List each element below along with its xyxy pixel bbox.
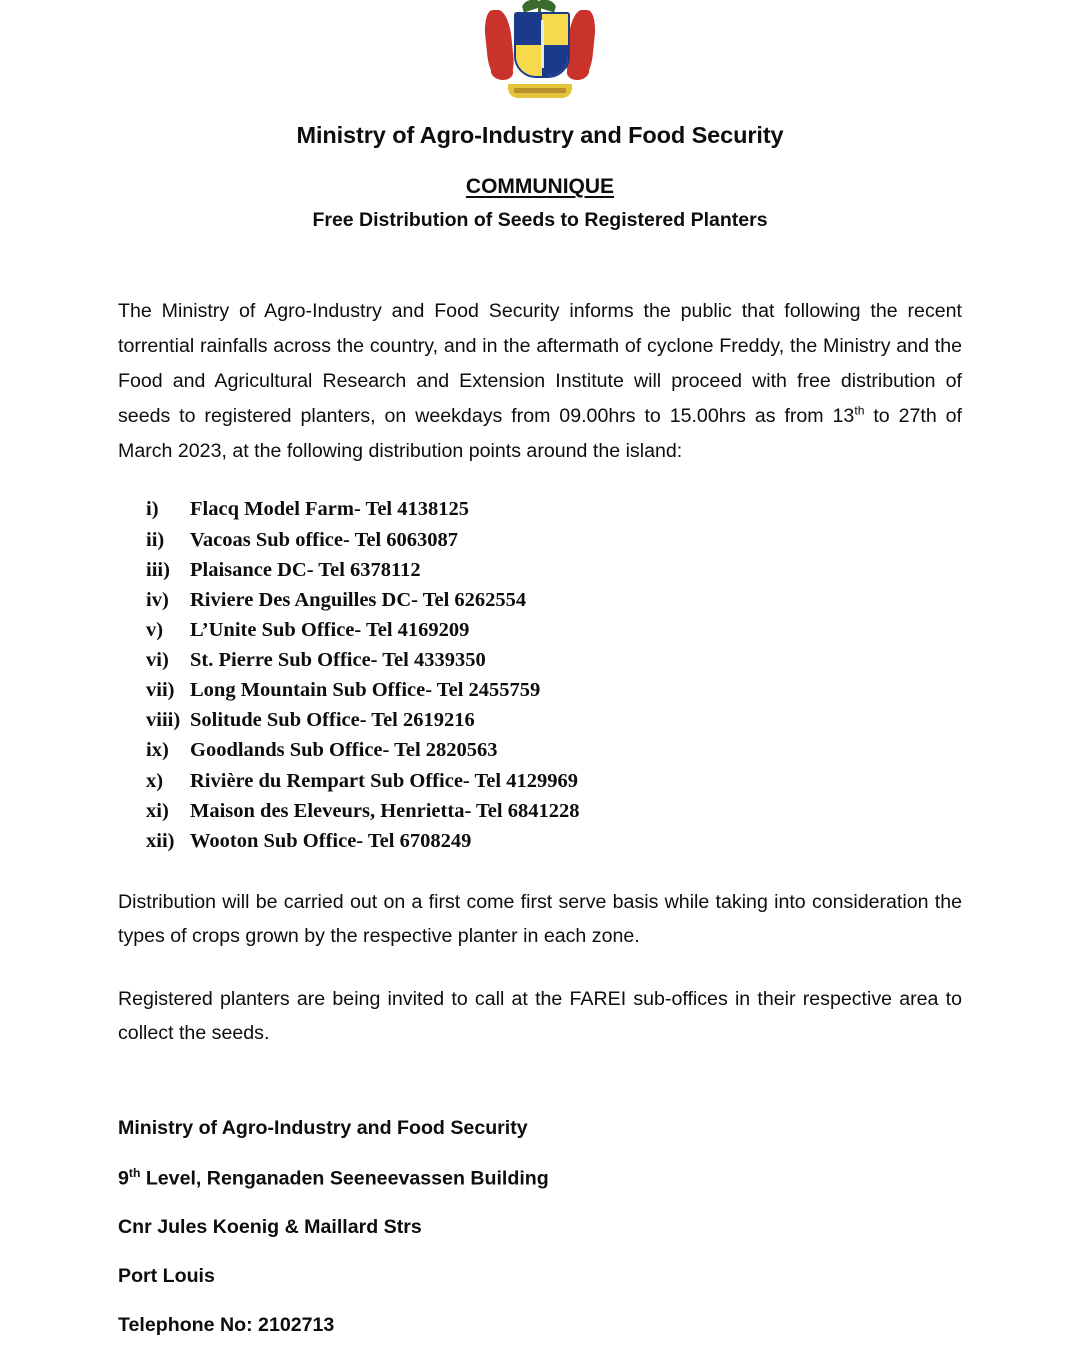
- list-item: [118, 766, 962, 796]
- list-item-number: iii): [146, 558, 170, 581]
- signoff-address-level: [118, 1166, 962, 1191]
- list-item: [118, 675, 962, 705]
- list-item-number: i): [146, 498, 159, 521]
- list-item-number: x): [146, 769, 164, 792]
- intro-text-part2: to 27th of March 2023, at the following distribution points around the island:: [118, 404, 962, 462]
- basis-paragraph: Distribution will be carried out on a first come first serve basis while taking into consideration the types of crops grown by the respective planter in each zone.: [118, 890, 962, 947]
- invitation-paragraph: Registered planters are being invited to call at the FAREI sub-offices in their respective area to collect the seeds.: [118, 988, 962, 1044]
- list-item: [118, 735, 962, 765]
- list-item-label: Maison des Eleveurs, Henrietta- Tel 6841228: [190, 799, 580, 822]
- crest-base: [508, 84, 572, 98]
- intro-text-part1: The Ministry of Agro-Industry and Food Security informs the public that following the recent torrential rainfalls across the country, and in the aftermath of cyclone Freddy, the Ministry and the Food and Agricultural Research and Extension Institute will proceed with free distribution of seeds to registered planters, on weekdays from 09.00hrs to 15.00hrs as from 13: [118, 300, 962, 427]
- list-item-number: xi): [146, 799, 169, 822]
- list-item-label: Riviere Des Anguilles DC- Tel 6262554: [190, 588, 527, 611]
- list-item-number: vi): [146, 649, 169, 671]
- crest-supporter-left: [483, 10, 516, 76]
- signoff-level-rest: Level, Renganaden Seeneevassen Building: [140, 1167, 549, 1190]
- intro-ordinal-suffix: th: [854, 403, 865, 418]
- list-item: [118, 525, 962, 555]
- list-item-label: Wooton Sub Office- Tel 6708249: [190, 829, 472, 852]
- list-item: [118, 645, 962, 675]
- list-item-label: L’Unite Sub Office- Tel 4169209: [190, 618, 470, 641]
- list-item-label: Goodlands Sub Office- Tel 2820563: [190, 739, 498, 762]
- list-item: [118, 494, 962, 524]
- list-item: [118, 615, 962, 645]
- signoff-telephone: Telephone No: 2102713: [118, 1314, 335, 1337]
- list-item-number: iv): [146, 588, 169, 611]
- list-item: [118, 555, 962, 585]
- list-item-label: Solitude Sub Office- Tel 2619216: [190, 709, 475, 732]
- document-subtitle: Free Distribution of Seeds to Registered Planters: [312, 209, 768, 231]
- list-item-number: xii): [146, 829, 175, 852]
- list-item-number: v): [146, 618, 164, 641]
- document-type-heading: COMMUNIQUE: [465, 175, 615, 198]
- list-item: [118, 826, 962, 856]
- crest-shield: [514, 12, 570, 78]
- signoff-city: Port Louis: [118, 1265, 215, 1288]
- list-item-label: Flacq Model Farm- Tel 4138125: [190, 498, 470, 521]
- coat-of-arms-icon: [478, 2, 602, 100]
- list-item-number: ii): [146, 528, 165, 551]
- signoff-level-suffix: th: [128, 1165, 141, 1180]
- emblem-container: [118, 0, 962, 102]
- list-item-label: Vacoas Sub office- Tel 6063087: [190, 528, 459, 551]
- intro-paragraph: [118, 294, 962, 468]
- list-item-number: viii): [146, 709, 181, 732]
- distribution-points-list: [118, 494, 962, 856]
- list-item: [118, 585, 962, 615]
- list-item-number: vii): [146, 679, 175, 702]
- signoff-ministry: Ministry of Agro-Industry and Food Security: [118, 1116, 528, 1139]
- list-item-number: ix): [146, 739, 169, 762]
- list-item-label: Long Mountain Sub Office- Tel 2455759: [190, 679, 541, 702]
- signoff-block: [118, 1117, 962, 1338]
- list-item-label: Plaisance DC- Tel 6378112: [190, 558, 421, 581]
- list-item: [118, 796, 962, 826]
- signoff-level-number: 9: [118, 1167, 129, 1190]
- list-item-label: Rivière du Rempart Sub Office- Tel 4129969: [190, 769, 578, 792]
- page-title: Ministry of Agro-Industry and Food Security: [296, 122, 784, 148]
- signoff-street: Cnr Jules Koenig & Maillard Strs: [118, 1216, 422, 1239]
- list-item: [118, 705, 962, 735]
- list-item-label: St. Pierre Sub Office- Tel 4339350: [190, 649, 486, 671]
